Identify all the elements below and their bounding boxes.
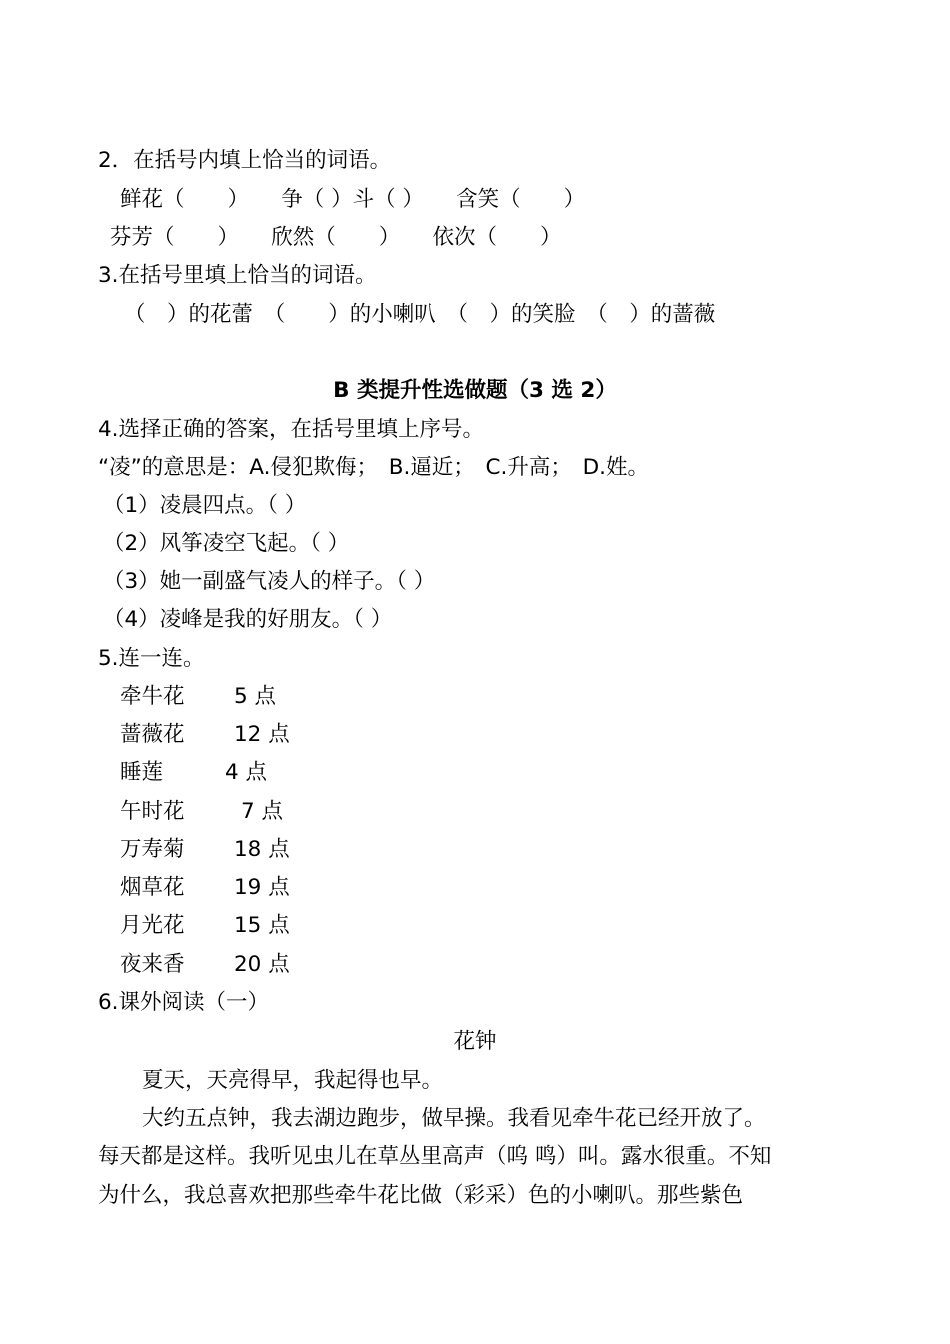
q5-time: 18 点 — [234, 837, 290, 862]
q5-flower: 月光花 — [120, 913, 185, 938]
q4-prompt: “凌”的意思是：A.侵犯欺侮； B.逼近； C.升高； D.姓。 — [98, 455, 650, 480]
q5-time: 20 点 — [234, 952, 290, 977]
passage-line-3: 每天都是这样。我听见虫儿在草丛里高声（呜 鸣）叫。露水很重。不知 — [98, 1144, 772, 1169]
q5-time: 5 点 — [234, 684, 277, 709]
q3-title: 3.在括号里填上恰当的词语。 — [98, 263, 377, 288]
passage-line-2: 大约五点钟，我去湖边跑步，做早操。我看见牵牛花已经开放了。 — [142, 1106, 766, 1131]
q5-flower: 睡莲 — [120, 760, 164, 785]
q5-flower: 夜来香 — [120, 952, 185, 977]
q5-flower: 蔷薇花 — [120, 722, 185, 747]
q2-title: 2．在括号内填上恰当的词语。 — [98, 148, 392, 173]
q5-time: 4 点 — [225, 760, 268, 785]
q5-time: 19 点 — [234, 875, 290, 900]
q5-title: 5.连一连。 — [98, 646, 205, 671]
passage-title: 花钟 — [453, 1029, 497, 1054]
q5-time: 12 点 — [234, 722, 290, 747]
q4-item-2: （2）风筝凌空飞起。（ ） — [103, 531, 350, 556]
q5-flower: 牵牛花 — [120, 684, 185, 709]
q4-item-4: （4）凌峰是我的好朋友。（ ） — [103, 607, 393, 632]
q6-title: 6.课外阅读（一） — [98, 990, 270, 1015]
q5-flower: 午时花 — [120, 799, 185, 824]
q5-flower: 烟草花 — [120, 875, 185, 900]
q5-time: 7 点 — [241, 799, 284, 824]
q4-item-3: （3）她一副盛气凌人的样子。（ ） — [103, 569, 436, 594]
q4-title: 4.选择正确的答案，在括号里填上序号。 — [98, 417, 485, 442]
q2-row-1: 鲜花（ ） 争（ ）斗（ ） 含笑（ ） — [120, 187, 586, 212]
q4-item-1: （1）凌晨四点。（ ） — [103, 493, 307, 518]
passage-line-4: 为什么，我总喜欢把那些牵牛花比做（彩采）色的小喇叭。那些紫色 — [98, 1183, 744, 1208]
q2-row-2: 芬芳（ ） 欣然（ ） 依次（ ） — [110, 225, 562, 250]
section-b-heading: B 类提升性选做题（3 选 2） — [333, 378, 617, 403]
q5-time: 15 点 — [234, 913, 290, 938]
passage-line-1: 夏天，天亮得早，我起得也早。 — [142, 1068, 444, 1093]
q5-flower: 万寿菊 — [120, 837, 185, 862]
q3-row-1: （ ）的花蕾 （ ）的小喇叭 （ ）的笑脸 （ ）的蔷薇 — [124, 302, 716, 327]
